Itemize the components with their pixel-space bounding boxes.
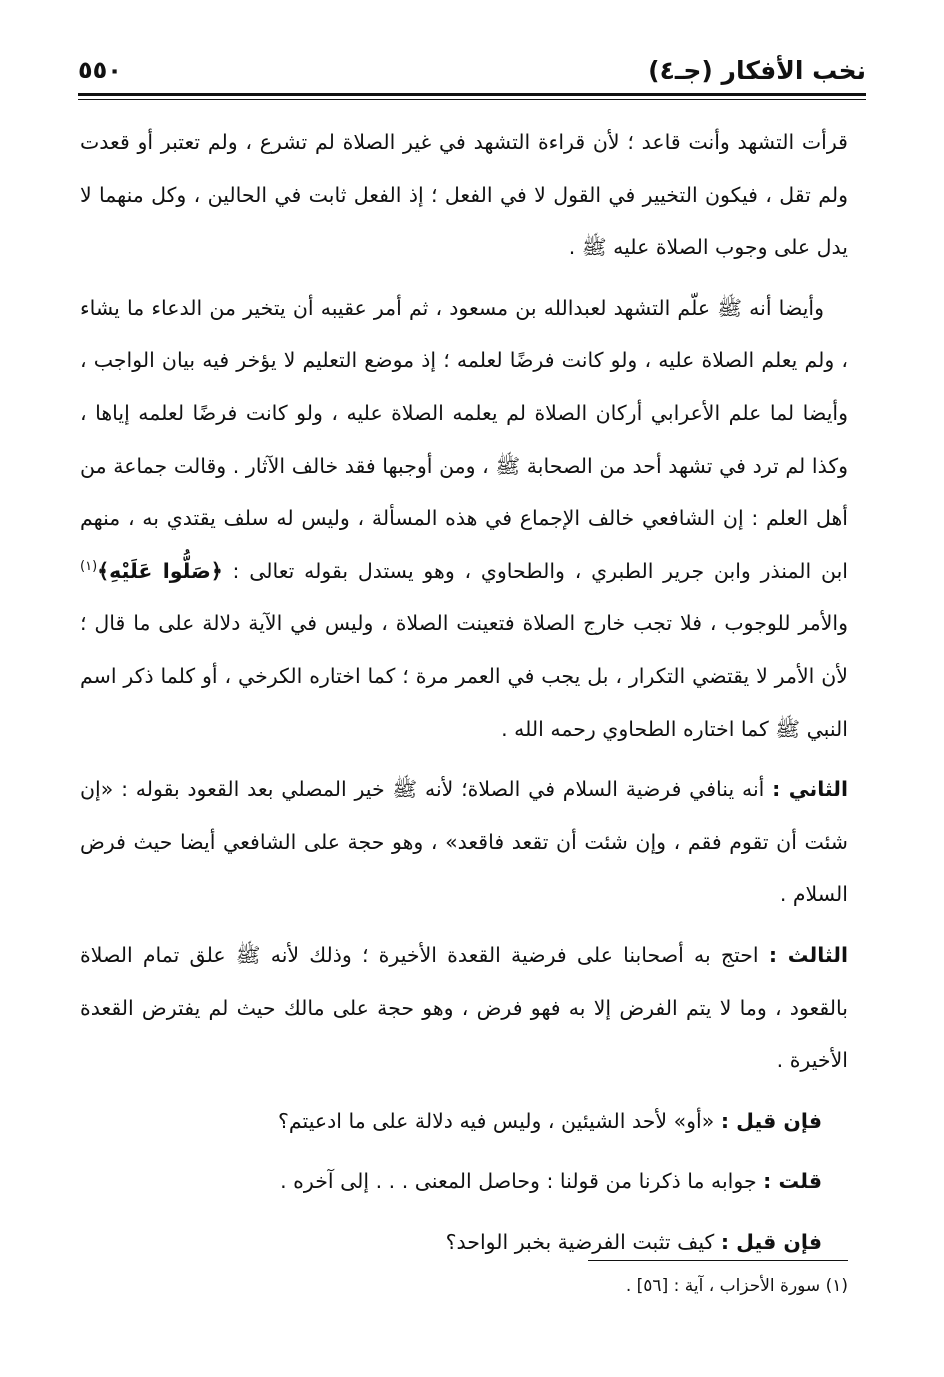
page-number: ٥٥٠ xyxy=(78,56,122,84)
question-2-lead: فإن قيل : xyxy=(720,1229,822,1254)
paragraph-2-text-a: وأيضا أنه ﷺ علّم التشهد لعبدالله بن مسعود ، ثم أمر عقيبه أن يتخير من الدعاء ما يشاء ، ولم يعلم الصلاة عليه ، ولو كانت فرضًا لعلمه ؛ إذ موضع التعليم لا يؤخر فيه بيان الواجب ، وأيضا لما علم الأعرابي أركان الصلاة لم يعلمه الصلاة عليه ، ولو كانت فرضًا لعلمه إياها ، وكذا لم ترد في تشهد أحد من الصحابة ﷺ ، ومن أوجبها فقد خالف الآثار . وقالت جماعة من أهل العلم : إن الشافعي خالف الإجماع في هذه المسألة ، وليس له سلف يقتدي به ، منهم ابن المنذر وابن جرير الطبري ، والطحاوي ، وهو يستدل بقوله تعالى : xyxy=(80,295,848,583)
footnote xyxy=(80,1272,848,1300)
question-1-lead: فإن قيل : xyxy=(720,1108,822,1133)
question-1-text: «أو» لأحد الشيئين ، وليس فيه دلالة على ما ادعيتم؟ xyxy=(278,1108,715,1133)
paragraph-1-text: قرأت التشهد وأنت قاعد ؛ لأن قراءة التشهد في غير الصلاة لم تشرع ، ولم تعتبر أو قعدت ولم تقل ، فيكون التخيير في القول لا في الفعل ؛ إذ الفعل ثابت في الحالين ، وكل منهما لا يدل على وجوب الصلاة عليه ﷺ . xyxy=(80,130,848,260)
answer-1-text: جوابه ما ذكرنا من قولنا : وحاصل المعنى . . . إلى آخره . xyxy=(280,1169,757,1194)
paragraph-3 xyxy=(80,763,848,921)
footnote-separator xyxy=(588,1260,848,1261)
answer-1 xyxy=(80,1155,848,1208)
paragraph-4-text: احتج به أصحابنا على فرضية القعدة الأخيرة ؛ وذلك لأنه ﷺ علق تمام الصلاة بالقعود ، وما لا يتم الفرض إلا به فهو فرض ، وهو حجة على مالك حيث لم يفترض القعدة الأخيرة . xyxy=(80,942,848,1073)
main-text xyxy=(80,116,848,1276)
page-header xyxy=(78,52,866,92)
question-1 xyxy=(80,1095,848,1148)
answer-1-lead: قلت : xyxy=(763,1169,822,1194)
paragraph-2-text-b: والأمر للوجوب ، فلا تجب خارج الصلاة فتعينت الصلاة ، وليس في الآية دلالة على ما قال ؛ لأن الأمر لا يقتضي التكرار ، بل يجب في العمر مرة ؛ كما اختاره الكرخي ، أو كلما ذكر اسم النبي ﷺ كما اختاره الطحاوي رحمه الله . xyxy=(80,611,848,741)
paragraph-4 xyxy=(80,929,848,1087)
quran-quote: ﴿صَلُّوا عَلَيْهِ﴾ xyxy=(97,558,223,583)
footnote-reference[interactable]: (١) xyxy=(80,558,98,574)
question-2-text: كيف تثبت الفرضية بخبر الواحد؟ xyxy=(445,1229,715,1254)
running-title: نخب الأفكار (جـ٤) xyxy=(648,56,866,85)
paragraph-2 xyxy=(80,282,848,755)
paragraph-3-lead: الثاني : xyxy=(772,777,848,802)
paragraph-4-lead: الثالث : xyxy=(768,942,848,967)
paragraph-3-text: أنه ينافي فرضية السلام في الصلاة؛ لأنه ﷺ خير المصلي بعد القعود بقوله : «إن شئت أن تقوم فقم ، وإن شئت أن تقعد فاقعد» ، وهو حجة على الشافعي أيضا حيث فرض السلام . xyxy=(80,777,848,907)
paragraph-1 xyxy=(80,116,848,274)
footnote-text: (١) سورة الأحزاب ، آية : [٥٦] . xyxy=(625,1276,848,1296)
header-rule-thin xyxy=(78,99,866,100)
header-rule-thick xyxy=(78,93,866,96)
